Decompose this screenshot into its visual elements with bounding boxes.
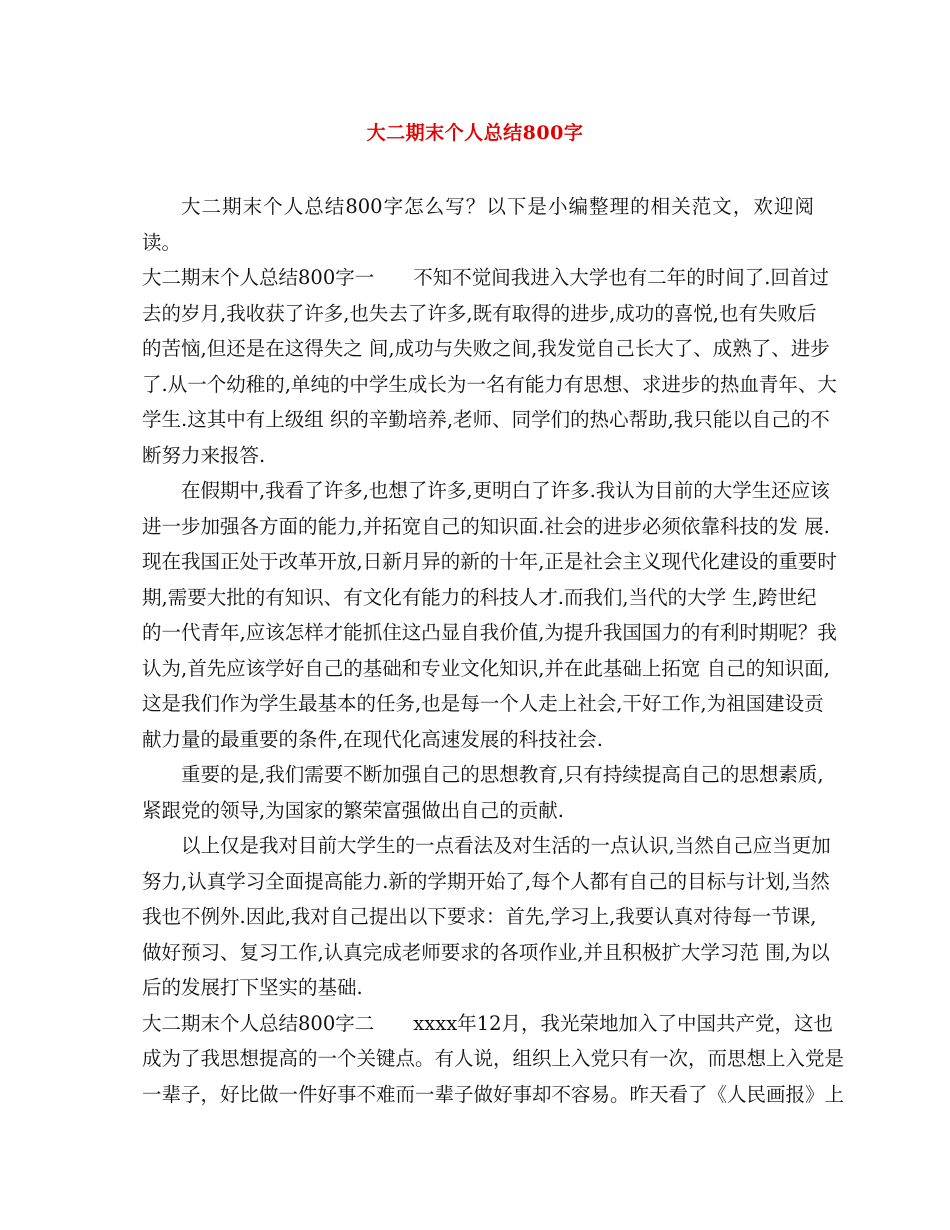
text-line: 在假期中,我看了许多,也想了许多,更明白了许多.我认为目前的大学生还应该 (181, 479, 830, 502)
text-line: 紧跟党的领导,为国家的繁荣富强做出自己的贡献. (142, 798, 564, 822)
text-line: 大二期末个人总结800字一 不知不觉间我进入大学也有二年的时间了.回首过 (142, 266, 829, 289)
paragraph-4 (142, 828, 831, 1006)
text-line: 期,需要大批的有知识、有文化有能力的科技人才.而我们,当代的大学 生,跨世纪 (142, 585, 817, 609)
text-line: 我也不例外.因此,我对自己提出以下要求：首先,学习上,我要认真对待每一节课, (142, 905, 817, 928)
text-line: 认为,首先应该学好自己的基础和专业文化知识,并在此基础上拓宽 自己的知识面, (142, 656, 830, 680)
text-line: 献力量的最重要的条件,在现代化高速发展的科技社会. (142, 727, 603, 751)
text-line: 现在我国正处于改革开放,日新月异的新的十年,正是社会主义现代化建设的重要时 (142, 550, 837, 573)
text-line: 断努力来报答. (142, 443, 266, 467)
text-line: 这是我们作为学生最基本的任务,也是每一个人走上社会,干好工作,为祖国建设贡 (142, 692, 824, 715)
text-line: 后的发展打下坚实的基础. (142, 976, 363, 999)
section-1-paragraph (142, 260, 837, 473)
text-line: 成为了我思想提高的一个关键点。有人说，组织上入党只有一次，而思想上入党是 (142, 1047, 845, 1070)
document-body (142, 189, 845, 1112)
text-line: 重要的是,我们需要不断加强自己的思想教育,只有持续提高自己的思想素质, (181, 763, 824, 786)
intro-paragraph: 大二期末个人总结800字怎么写？以下是小编整理的相关范文，欢迎阅读。 (142, 195, 814, 254)
text-line: 进一步加强各方面的能力,并拓宽自己的知识面.社会的进步必须依靠科技的发 展. (142, 514, 830, 538)
text-line: 大二期末个人总结800字二 xxxx年12月，我光荣地加入了中国共产党，这也 (142, 1011, 834, 1035)
paragraph-3 (142, 757, 824, 828)
text-line: 了.从一个幼稚的,单纯的中学生成长为一名有能力有思想、求进步的热血青年、大 (142, 372, 837, 396)
text-line: 去的岁月,我收获了许多,也失去了许多,既有取得的进步,成功的喜悦,也有失败后 (142, 301, 817, 325)
text-line: 努力,认真学习全面提高能力.新的学期开始了,每个人都有自己的目标与计划,当然 (142, 869, 830, 893)
document-title: 大二期末个人总结800字 (366, 122, 584, 144)
text-line: 学生.这其中有上级组 织的辛勤培养,老师、同学们的热心帮助,我只能以自己的不 (142, 408, 830, 431)
text-line: 做好预习、复习工作,认真完成老师要求的各项作业,并且积极扩大学习范 围,为以 (142, 940, 830, 964)
text-line: 一辈子，好比做一件好事不难而一辈子做好事却不容易。昨天看了《人民画报》上 (142, 1082, 845, 1106)
text-line: 的一代青年,应该怎样才能抓住这凸显自我价值,为提升我国国力的有利时期呢？我 (142, 621, 837, 644)
section-2-paragraph (142, 1006, 845, 1113)
paragraph-2 (142, 473, 837, 757)
text-line: 以上仅是我对目前大学生的一点看法及对生活的一点认识,当然自己应当更加 (181, 834, 831, 857)
text-line: 的苦恼,但还是在这得失之 间,成功与失败之间,我发觉自己长大了、成熟了、进步 (142, 337, 830, 360)
